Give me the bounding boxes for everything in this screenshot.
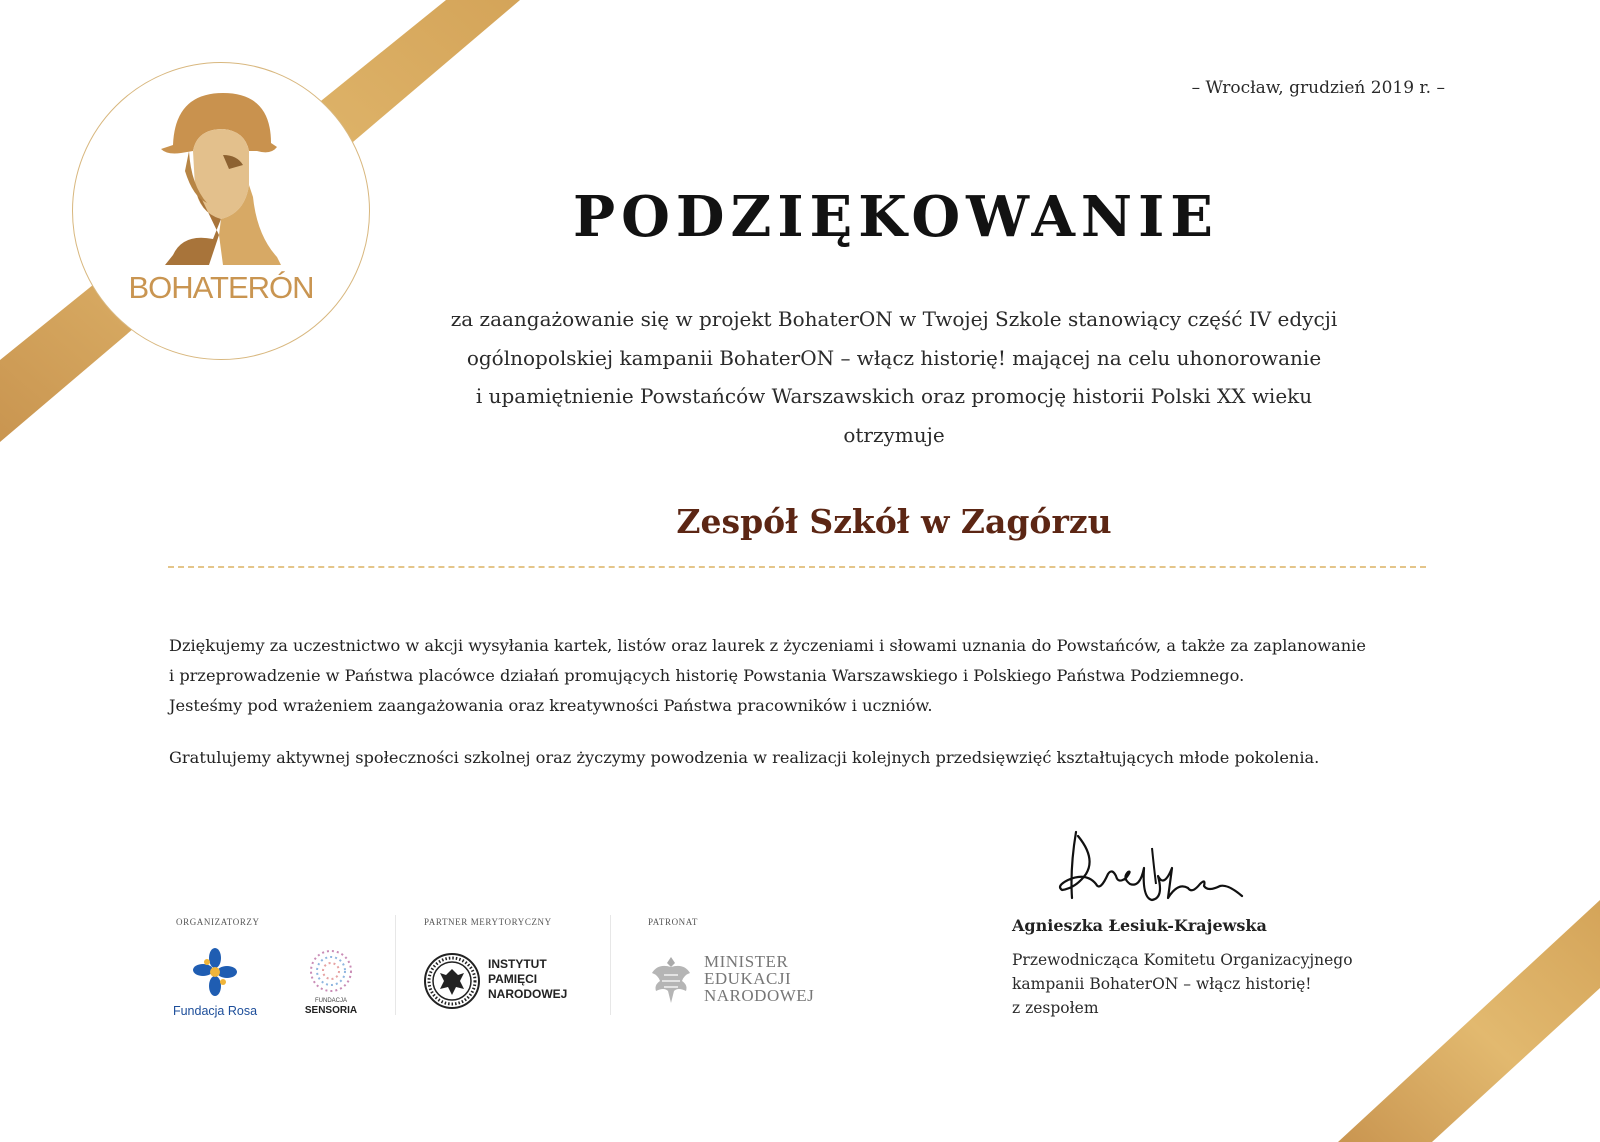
dashed-divider	[168, 566, 1426, 568]
ipn-line: PAMIĘCI	[488, 972, 538, 986]
body-line: Dziękujemy za uczestnictwo w akcji wysyłania kartek, listów oraz laurek z życzeniami i słowami uznania do Powstańców, a także za zaplanowanie	[169, 636, 1366, 655]
body-line: i przeprowadzenie w Państwa placówce działań promujących historię Powstania Warszawskiego i Polskiego Państwa Podziemnego.	[169, 666, 1245, 685]
organizers-label: ORGANIZATORZY	[176, 917, 260, 927]
sensoria-dots-icon	[307, 948, 355, 994]
intro-line: otrzymuje	[843, 422, 945, 447]
place-date: – Wrocław, grudzień 2019 r. –	[1191, 78, 1445, 98]
men-line: EDUKACJI	[704, 969, 792, 988]
signer-role	[1012, 948, 1353, 1020]
logo-text: BOHATERÓN	[128, 270, 314, 305]
ipn-line: INSTYTUT	[488, 957, 547, 971]
partner-label: PARTNER MERYTORYCZNY	[424, 917, 552, 927]
body-text	[169, 631, 1459, 773]
role-line: z zespołem	[1012, 999, 1099, 1017]
men-line: MINISTER	[704, 952, 789, 971]
patron-label: PATRONAT	[648, 917, 698, 927]
signer-name: Agnieszka Łesiuk-Krajewska	[1012, 916, 1267, 935]
ipn-name	[488, 957, 567, 1002]
men-name	[704, 953, 814, 1004]
sensoria-name: SENSORIA	[304, 1005, 358, 1016]
intro-line: ogólnopolskiej kampanii BohaterON – włącz historię! mającej na celu uhonorowanie	[466, 345, 1322, 370]
men-logo	[648, 952, 815, 1011]
fundacja-rosa-logo	[170, 948, 260, 1018]
handwritten-signature	[1056, 828, 1246, 920]
body-closing: Gratulujemy aktywnej społeczności szkolnej oraz życzymy powodzenia w realizacji kolejnych przedsięwzięć kształtujących młode pokolenia.	[169, 748, 1320, 767]
role-line: Przewodnicząca Komitetu Organizacyjnego	[1012, 951, 1353, 969]
ipn-seal-icon	[424, 953, 480, 1009]
rosa-name: Fundacja Rosa	[172, 1004, 258, 1018]
recipient-name: Zespół Szkół w Zagórzu	[676, 502, 1112, 541]
certificate-title: PODZIĘKOWANIE	[573, 184, 1219, 250]
men-line: NARODOWEJ	[704, 986, 815, 1005]
sponsor-separator	[395, 915, 396, 1015]
intro-line: za zaangażowanie się w projekt BohaterON w Twojej Szkole stanowiący część IV edycji	[450, 307, 1338, 331]
sponsor-separator	[610, 915, 611, 1015]
intro-line: i upamiętnienie Powstańców Warszawskich oraz promocję historii Polski XX wieku	[475, 384, 1313, 408]
ipn-logo	[424, 953, 568, 1013]
ipn-line: NARODOWEJ	[488, 987, 568, 1001]
fundacja-sensoria-logo	[296, 948, 366, 1016]
role-line: kampanii BohaterON – włącz historię!	[1012, 975, 1312, 993]
body-line: Jesteśmy pod wrażeniem zaangażowania oraz kreatywności Państwa pracowników i uczniów.	[169, 696, 933, 715]
intro-text	[396, 300, 1392, 454]
sensoria-small: FUNDACJA	[314, 998, 347, 1004]
rosa-flower-icon	[193, 948, 237, 998]
eagle-emblem-icon	[648, 953, 694, 1007]
